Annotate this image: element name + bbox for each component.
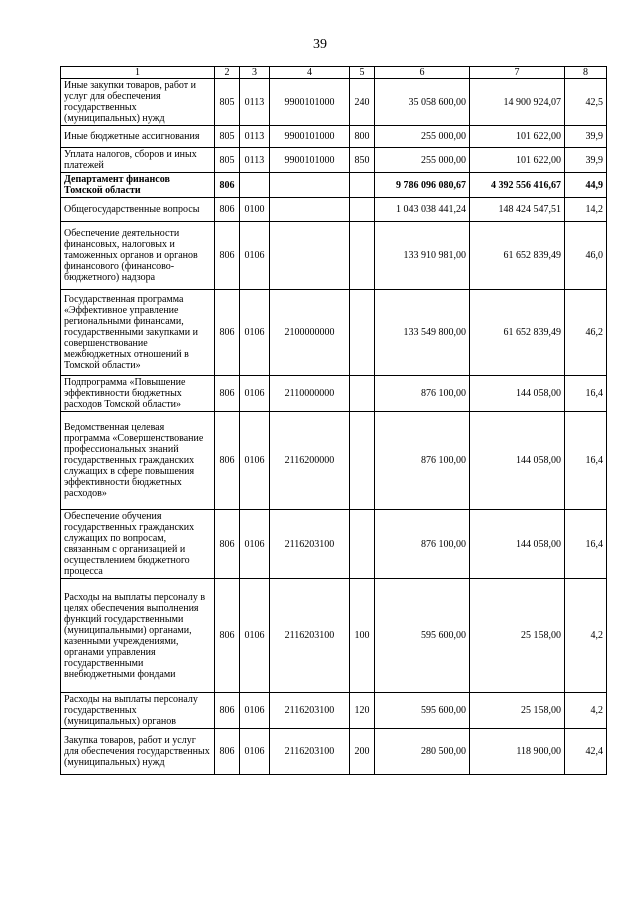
row-name-cell: Уплата налогов, сборов и иных платежей — [61, 148, 215, 173]
plan-amount-cell: 876 100,00 — [375, 412, 470, 510]
section-code-cell: 0106 — [240, 579, 270, 693]
target-item-cell: 2116203100 — [270, 579, 350, 693]
percent-cell: 14,2 — [565, 198, 607, 222]
column-header: 2 — [215, 67, 240, 79]
actual-amount-cell: 144 058,00 — [470, 376, 565, 412]
ved-code-cell: 806 — [215, 376, 240, 412]
row-name-cell: Иные закупки товаров, работ и услуг для обеспечения государственных (муниципальных) нужд — [61, 79, 215, 126]
target-item-cell — [270, 173, 350, 198]
target-item-cell: 9900101000 — [270, 79, 350, 126]
section-code-cell: 0106 — [240, 510, 270, 579]
expense-type-cell — [350, 412, 375, 510]
section-code-cell: 0106 — [240, 693, 270, 729]
section-code-cell: 0100 — [240, 198, 270, 222]
target-item-cell: 2116203100 — [270, 693, 350, 729]
expense-type-cell: 120 — [350, 693, 375, 729]
target-item-cell: 2116200000 — [270, 412, 350, 510]
actual-amount-cell: 148 424 547,51 — [470, 198, 565, 222]
section-code-cell: 0106 — [240, 222, 270, 290]
ved-code-cell: 806 — [215, 222, 240, 290]
plan-amount-cell: 255 000,00 — [375, 126, 470, 148]
row-name-cell: Общегосударственные вопросы — [61, 198, 215, 222]
row-name-cell: Государственная программа «Эффективное управление региональными финансами, государственными закупками и совершенствование межбюджетных отношений в Томской области» — [61, 290, 215, 376]
percent-cell: 16,4 — [565, 412, 607, 510]
ved-code-cell: 806 — [215, 510, 240, 579]
table-row — [61, 222, 607, 290]
percent-cell: 16,4 — [565, 510, 607, 579]
row-name-cell: Ведомственная целевая программа «Совершенствование профессиональных знаний государственных гражданских служащих в сфере повышения эффективности бюджетных расходов» — [61, 412, 215, 510]
column-header: 6 — [375, 67, 470, 79]
expense-type-cell — [350, 510, 375, 579]
actual-amount-cell: 118 900,00 — [470, 729, 565, 775]
section-code-cell: 0113 — [240, 126, 270, 148]
target-item-cell: 2100000000 — [270, 290, 350, 376]
table-row — [61, 729, 607, 775]
section-code-cell: 0106 — [240, 376, 270, 412]
target-item-cell — [270, 198, 350, 222]
section-code-cell: 0106 — [240, 412, 270, 510]
target-item-cell: 2116203100 — [270, 729, 350, 775]
percent-cell: 39,9 — [565, 148, 607, 173]
section-code-cell: 0113 — [240, 79, 270, 126]
plan-amount-cell: 133 549 800,00 — [375, 290, 470, 376]
plan-amount-cell: 876 100,00 — [375, 510, 470, 579]
row-name-cell: Расходы на выплаты персоналу в целях обеспечения выполнения функций государственными (муниципальными) органами, казенными учреждениями, органами управления государственными внебюджетными фондами — [61, 579, 215, 693]
expense-type-cell: 200 — [350, 729, 375, 775]
actual-amount-cell: 4 392 556 416,67 — [470, 173, 565, 198]
percent-cell: 4,2 — [565, 579, 607, 693]
table-row — [61, 198, 607, 222]
header-row — [61, 67, 607, 79]
table-row — [61, 148, 607, 173]
plan-amount-cell: 595 600,00 — [375, 693, 470, 729]
table-row — [61, 693, 607, 729]
ved-code-cell: 806 — [215, 290, 240, 376]
section-code-cell: 0106 — [240, 290, 270, 376]
section-code-cell: 0106 — [240, 729, 270, 775]
column-header: 8 — [565, 67, 607, 79]
plan-amount-cell: 595 600,00 — [375, 579, 470, 693]
actual-amount-cell: 101 622,00 — [470, 126, 565, 148]
plan-amount-cell: 280 500,00 — [375, 729, 470, 775]
expense-type-cell — [350, 376, 375, 412]
ved-code-cell: 806 — [215, 173, 240, 198]
expense-type-cell — [350, 173, 375, 198]
plan-amount-cell: 1 043 038 441,24 — [375, 198, 470, 222]
actual-amount-cell: 25 158,00 — [470, 579, 565, 693]
ved-code-cell: 806 — [215, 198, 240, 222]
row-name-cell: Департамент финансов Томской области — [61, 173, 215, 198]
actual-amount-cell: 144 058,00 — [470, 510, 565, 579]
expense-type-cell — [350, 290, 375, 376]
row-name-cell: Подпрограмма «Повышение эффективности бюджетных расходов Томской области» — [61, 376, 215, 412]
percent-cell: 42,5 — [565, 79, 607, 126]
percent-cell: 42,4 — [565, 729, 607, 775]
table-row — [61, 173, 607, 198]
expense-type-cell — [350, 198, 375, 222]
table-row — [61, 290, 607, 376]
percent-cell: 46,0 — [565, 222, 607, 290]
target-item-cell: 2110000000 — [270, 376, 350, 412]
column-header: 3 — [240, 67, 270, 79]
expense-type-cell: 100 — [350, 579, 375, 693]
ved-code-cell: 806 — [215, 412, 240, 510]
plan-amount-cell: 876 100,00 — [375, 376, 470, 412]
target-item-cell: 9900101000 — [270, 148, 350, 173]
actual-amount-cell: 14 900 924,07 — [470, 79, 565, 126]
table-row — [61, 510, 607, 579]
table-row — [61, 376, 607, 412]
ved-code-cell: 806 — [215, 693, 240, 729]
row-name-cell: Расходы на выплаты персоналу государственных (муниципальных) органов — [61, 693, 215, 729]
table-row — [61, 79, 607, 126]
plan-amount-cell: 255 000,00 — [375, 148, 470, 173]
actual-amount-cell: 144 058,00 — [470, 412, 565, 510]
table-row — [61, 412, 607, 510]
target-item-cell — [270, 222, 350, 290]
column-header: 4 — [270, 67, 350, 79]
ved-code-cell: 805 — [215, 126, 240, 148]
row-name-cell: Иные бюджетные ассигнования — [61, 126, 215, 148]
actual-amount-cell: 61 652 839,49 — [470, 290, 565, 376]
expense-type-cell: 850 — [350, 148, 375, 173]
actual-amount-cell: 25 158,00 — [470, 693, 565, 729]
plan-amount-cell: 35 058 600,00 — [375, 79, 470, 126]
percent-cell: 44,9 — [565, 173, 607, 198]
section-code-cell — [240, 173, 270, 198]
table-row — [61, 579, 607, 693]
percent-cell: 46,2 — [565, 290, 607, 376]
ved-code-cell: 806 — [215, 579, 240, 693]
page-number: 39 — [313, 37, 327, 52]
ved-code-cell: 805 — [215, 79, 240, 126]
table-row — [61, 126, 607, 148]
expense-type-cell: 800 — [350, 126, 375, 148]
expense-type-cell — [350, 222, 375, 290]
actual-amount-cell: 101 622,00 — [470, 148, 565, 173]
ved-code-cell: 805 — [215, 148, 240, 173]
column-header: 7 — [470, 67, 565, 79]
row-name-cell: Обеспечение обучения государственных гражданских служащих по вопросам, связанным с организацией и осуществлением бюджетного процесса — [61, 510, 215, 579]
budget-table — [60, 66, 607, 775]
percent-cell: 16,4 — [565, 376, 607, 412]
row-name-cell: Закупка товаров, работ и услуг для обеспечения государственных (муниципальных) нужд — [61, 729, 215, 775]
expense-type-cell: 240 — [350, 79, 375, 126]
ved-code-cell: 806 — [215, 729, 240, 775]
column-header: 1 — [61, 67, 215, 79]
actual-amount-cell: 61 652 839,49 — [470, 222, 565, 290]
column-header: 5 — [350, 67, 375, 79]
plan-amount-cell: 133 910 981,00 — [375, 222, 470, 290]
percent-cell: 4,2 — [565, 693, 607, 729]
plan-amount-cell: 9 786 096 080,67 — [375, 173, 470, 198]
percent-cell: 39,9 — [565, 126, 607, 148]
target-item-cell: 9900101000 — [270, 126, 350, 148]
row-name-cell: Обеспечение деятельности финансовых, налоговых и таможенных органов и органов финансового (финансово-бюджетного) надзора — [61, 222, 215, 290]
target-item-cell: 2116203100 — [270, 510, 350, 579]
section-code-cell: 0113 — [240, 148, 270, 173]
